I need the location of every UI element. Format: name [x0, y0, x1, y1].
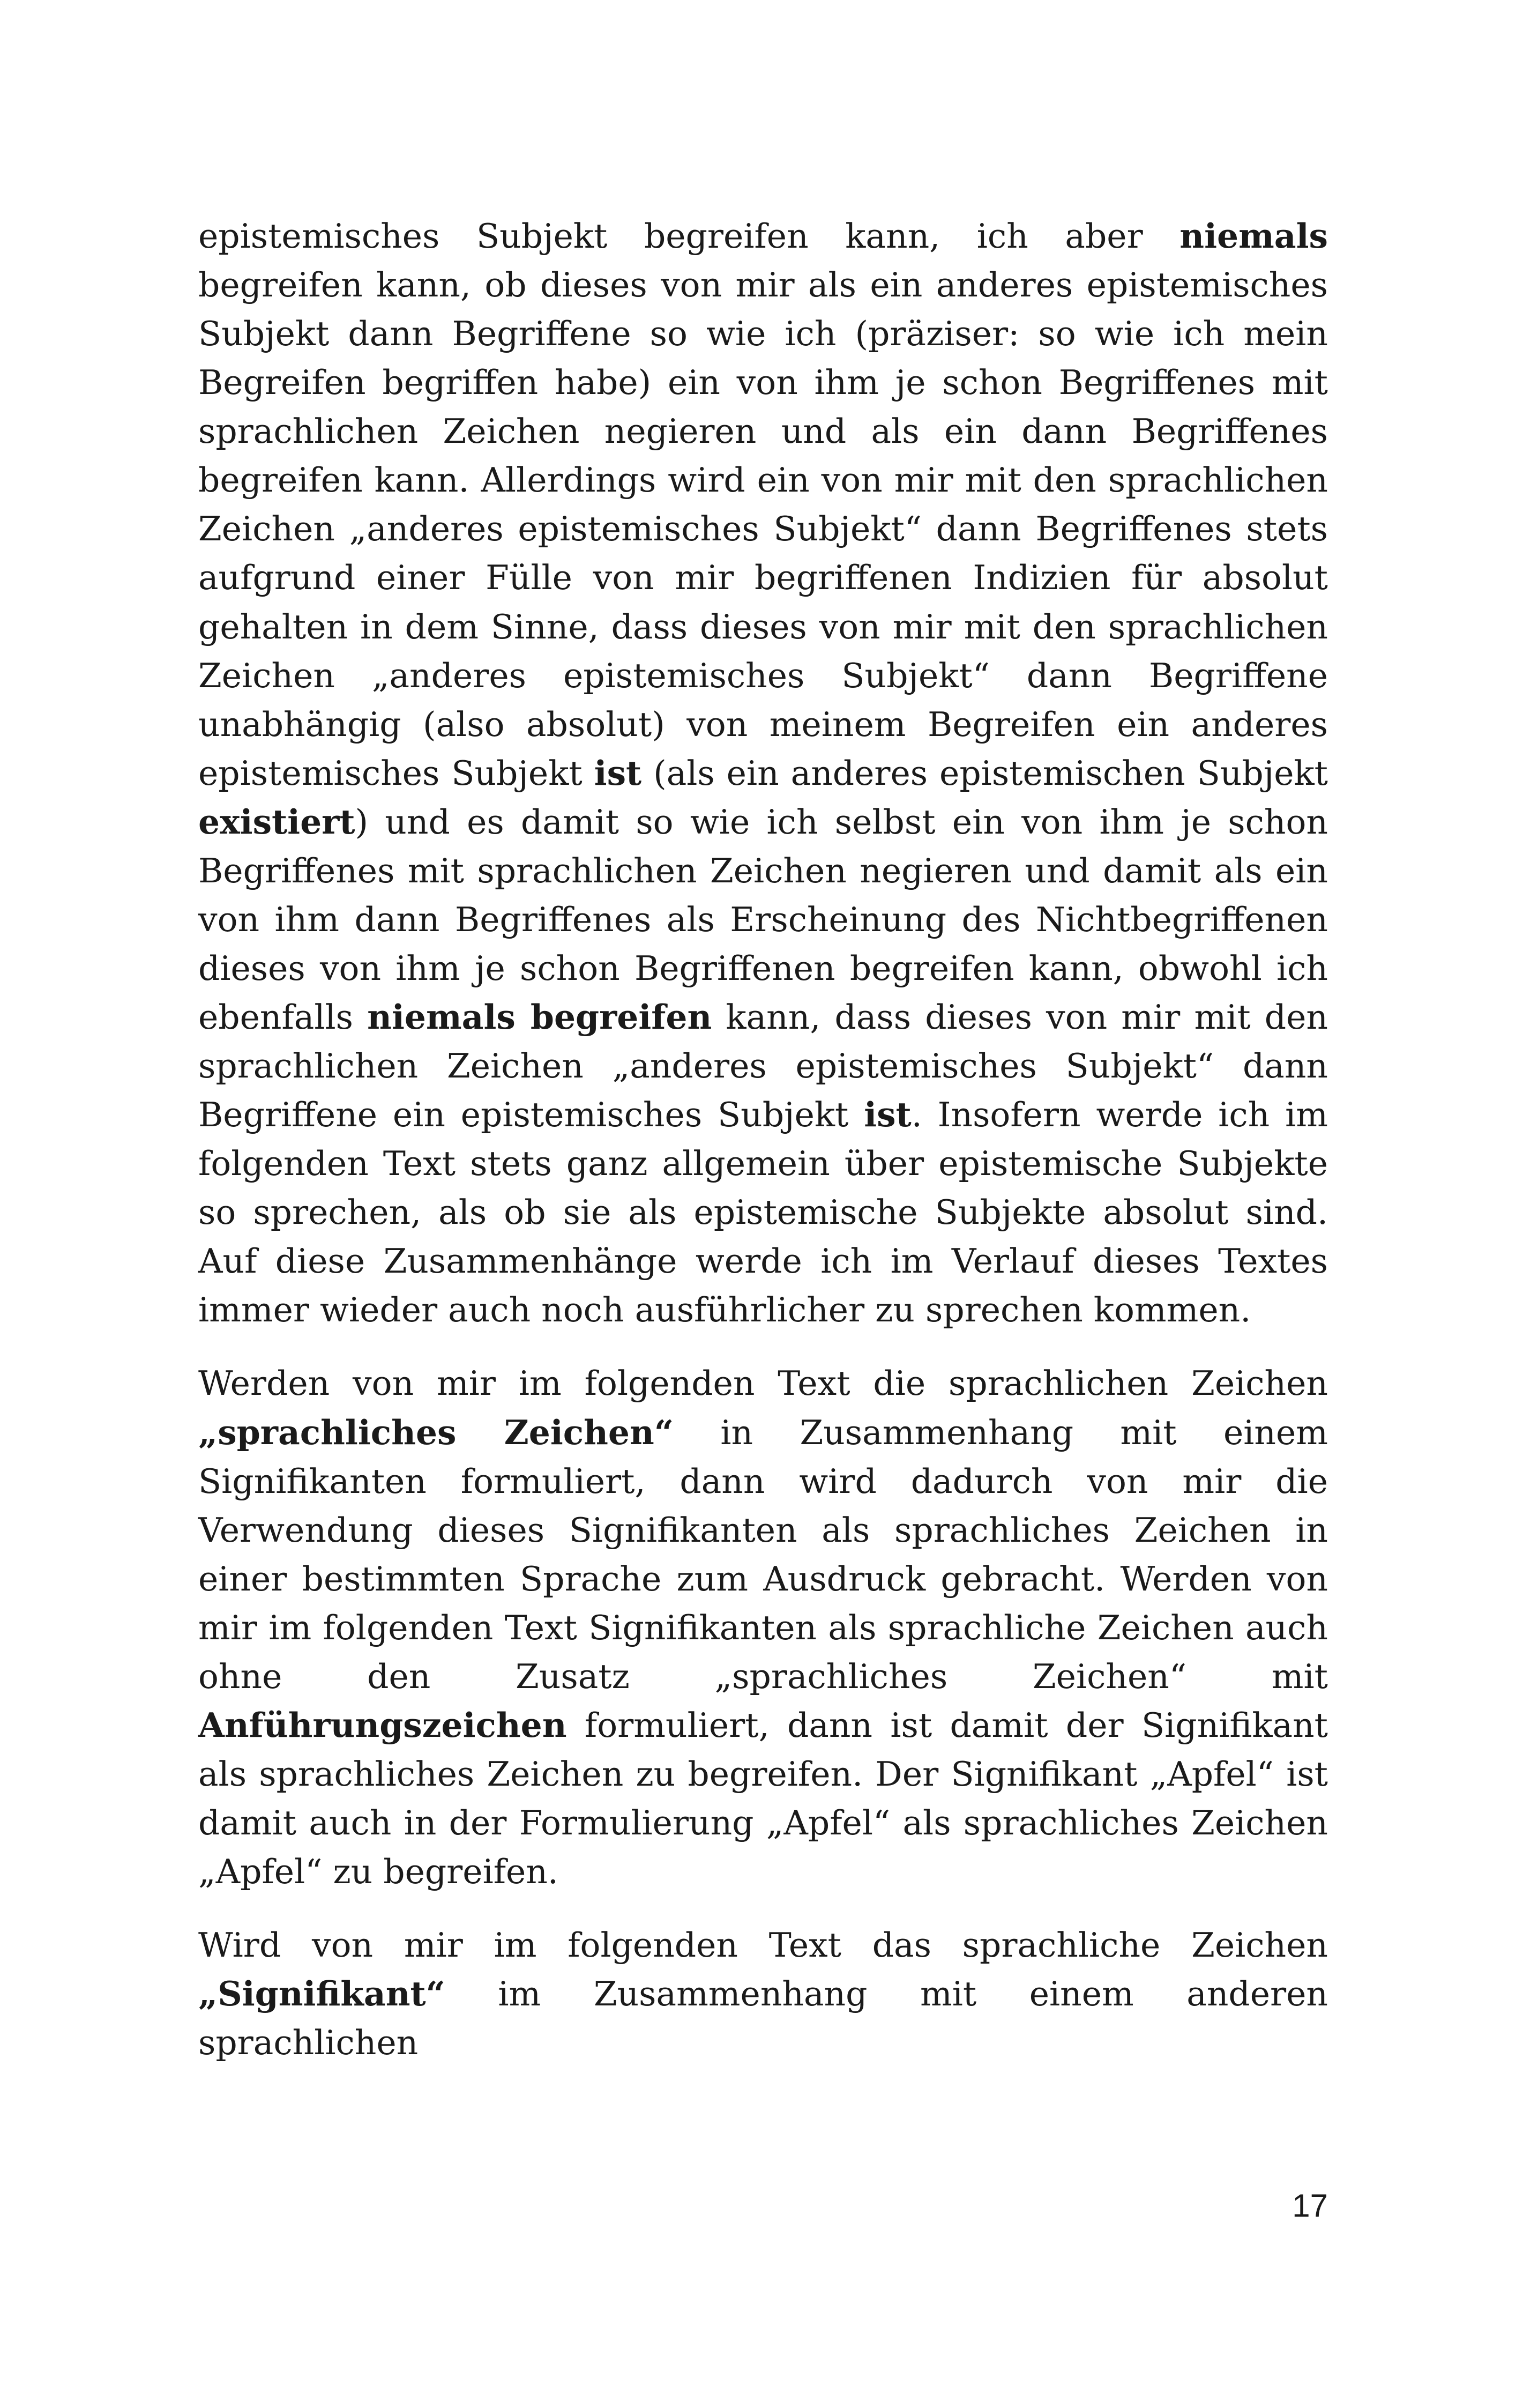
bold-text-run: ist: [594, 753, 642, 793]
text-run: (als ein anderes epistemischen Subjekt: [641, 753, 1328, 793]
text-run: begreifen kann, ob dieses von mir als ein anderes epistemisches Subjekt dann Begriffene so wie ich (präziser: so wie ich mein Begreifen begriffen habe) ein von ihm je schon Begriffenes mit sprachlichen Zeichen negieren und als ein dann Begriffenes begreifen kann. Allerdings wird ein von mir mit den sprachlichen Zeichen „anderes epistemisches Subjekt“ dann Begriffenes stets aufgrund einer Fülle von mir begriffenen Indizien für absolut gehalten in dem Sinne, dass dieses von mir mit den sprachlichen Zeichen „anderes epistemisches Subjekt“ dann Begriffene unabhängig (also absolut) von meinem Begreifen ein anderes epistemisches Subjekt: [198, 265, 1328, 793]
body-text: [198, 212, 1328, 2067]
page-number: 17: [1292, 2188, 1328, 2224]
text-run: im Zusammenhang mit einem anderen sprachlichen: [198, 1974, 1328, 2063]
bold-text-run: niemals begreifen: [367, 997, 712, 1037]
bold-text-run: niemals: [1179, 216, 1328, 256]
text-run: . Insofern werde ich im folgenden Text stets ganz allgemein über epistemische Subjekte so sprechen, als ob sie als epistemische Subjekte absolut sind. Auf diese Zusammenhänge werde ich im Verlauf dieses Textes immer wieder auch noch ausführlicher zu sprechen kommen.: [198, 1095, 1328, 1330]
paragraph-2: [198, 1359, 1328, 1896]
bold-text-run: ist: [864, 1095, 912, 1135]
text-run: formuliert, dann ist damit der Signifikant als sprachliches Zeichen zu begreifen. Der Signifikant „Apfel“ ist damit auch in der Formulierung „Apfel“ als sprachliches Zeichen „Apfel“ zu begreifen.: [198, 1705, 1328, 1892]
text-run: ) und es damit so wie ich selbst ein von ihm je schon Begriffenes mit sprachlichen Zeichen negieren und damit als ein von ihm dann Begriffenes als Erscheinung des Nichtbegriffenen dieses von ihm je schon Begriffenen begreifen kann, obwohl ich ebenfalls: [198, 802, 1328, 1037]
bold-text-run: „Signifikant“: [198, 1974, 445, 2014]
text-run: in Zusammenhang mit einem Signifikanten formuliert, dann wird dadurch von mir die Verwendung dieses Signifikanten als sprachliches Zeichen in einer bestimmten Sprache zum Ausdruck gebracht. Werden von mir im folgenden Text Signifikanten als sprachliche Zeichen auch ohne den Zusatz „sprachliches Zeichen“ mit: [198, 1413, 1328, 1696]
text-run: Wird von mir im folgenden Text das sprachliche Zeichen: [198, 1926, 1328, 1965]
paragraph-3: [198, 1921, 1328, 2067]
bold-text-run: „sprachliches Zeichen“: [198, 1412, 674, 1452]
text-run: epistemisches Subjekt begreifen kann, ich aber: [198, 217, 1180, 256]
text-run: kann, dass dieses von mir mit den sprachlichen Zeichen „anderes epistemisches Subjekt“ dann Begriffene ein epistemisches Subjekt: [198, 998, 1328, 1135]
paragraph-1: [198, 212, 1328, 1334]
bold-text-run: Anführungszeichen: [198, 1705, 567, 1745]
text-run: Werden von mir im folgenden Text die sprachlichen Zeichen: [198, 1364, 1328, 1403]
bold-text-run: existiert: [198, 801, 355, 842]
